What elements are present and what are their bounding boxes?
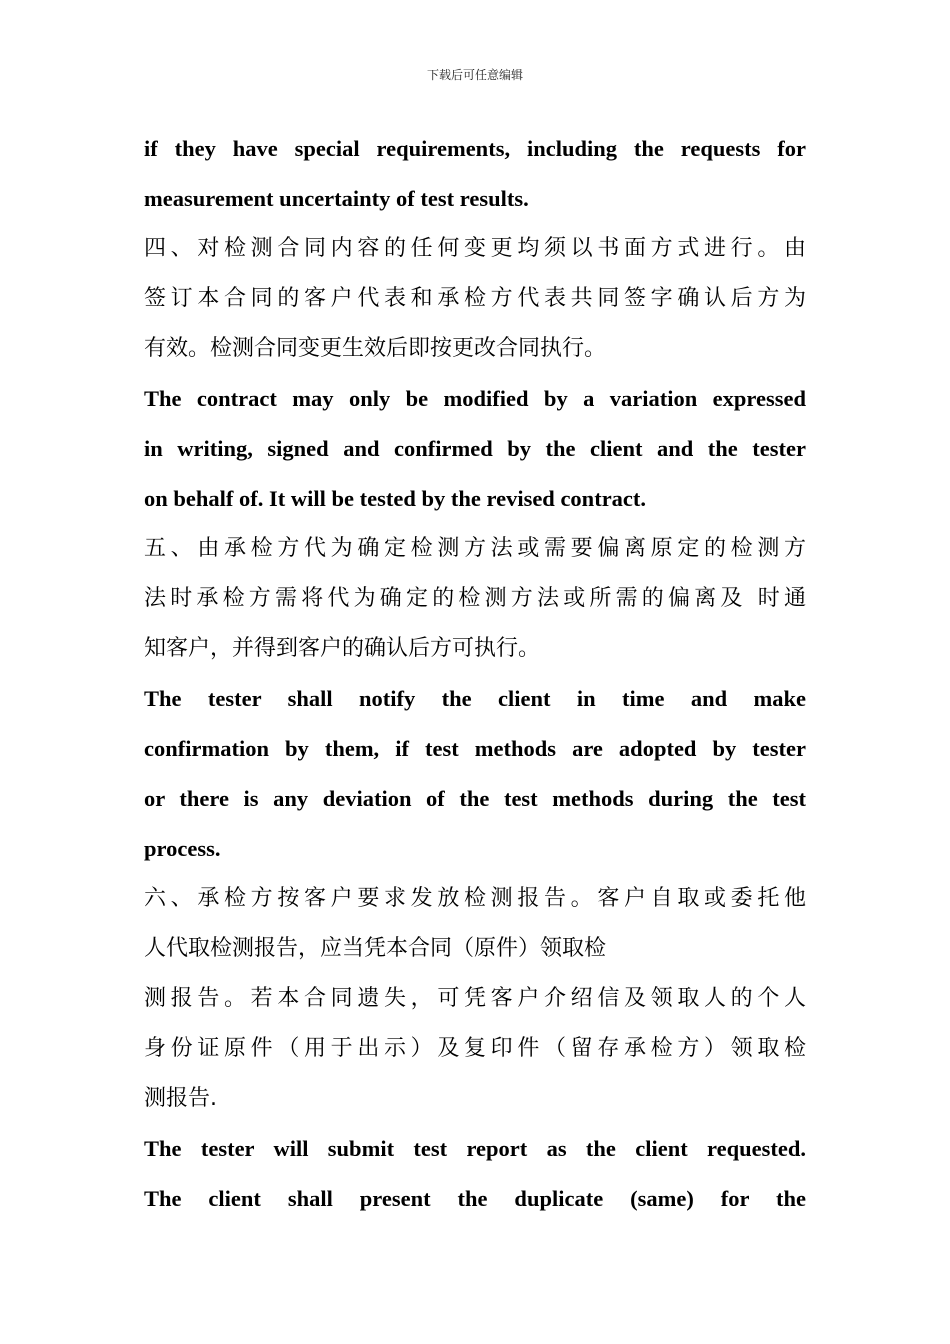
text-line: confirmation by them, if test methods are adopted by tester	[144, 736, 806, 761]
text-line: 人代取检测报告，应当凭本合同（原件）领取检	[144, 936, 607, 961]
text-line: The tester will submit test report as the client requested.	[144, 1136, 806, 1161]
text-line: process.	[144, 836, 221, 861]
text-line: 五、由承检方代为确定检测方法或需要偏离原定的检测方	[144, 536, 806, 561]
text-line: 测报告。若本合同遗失，可凭客户介绍信及领取人的个人	[144, 986, 806, 1011]
page-header: 下载后可任意编辑	[426, 68, 523, 82]
document-body	[144, 124, 806, 1224]
text-line: 签订本合同的客户代表和承检方代表共同签字确认后方为	[144, 286, 806, 311]
text-line: 四、对检测合同内容的任何变更均须以书面方式进行。由	[144, 236, 806, 261]
text-line: 六、承检方按客户要求发放检测报告。客户自取或委托他	[144, 886, 806, 911]
text-line: measurement uncertainty of test results.	[144, 186, 529, 211]
text-line: 测报告.	[144, 1086, 217, 1111]
text-line: The contract may only be modified by a variation expressed	[144, 386, 806, 411]
text-line: The client shall present the duplicate (same) for the	[144, 1186, 806, 1211]
text-line: 有效。检测合同变更生效后即按更改合同执行。	[144, 336, 607, 361]
text-line: in writing, signed and confirmed by the client and the tester	[144, 436, 806, 461]
text-line: 身份证原件（用于出示）及复印件（留存承检方）领取检	[144, 1036, 806, 1061]
text-line: The tester shall notify the client in time and make	[144, 686, 806, 711]
text-line: 知客户，并得到客户的确认后方可执行。	[144, 636, 541, 661]
text-line: if they have special requirements, including the requests for	[144, 136, 806, 161]
text-line: or there is any deviation of the test methods during the test	[144, 786, 806, 811]
text-line: on behalf of. It will be tested by the revised contract.	[144, 486, 647, 511]
text-line: 法时承检方需将代为确定的检测方法或所需的偏离及 时通	[144, 586, 806, 611]
